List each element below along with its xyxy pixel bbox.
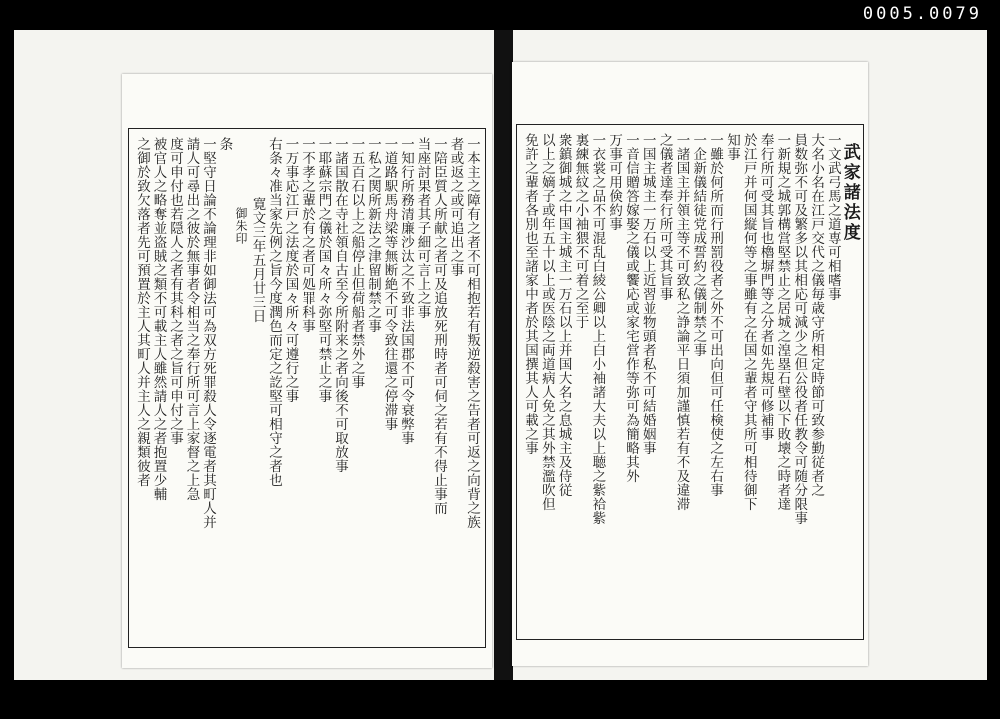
left-page-text-frame xyxy=(128,128,486,648)
text-column: 以上之嫡子或年五十以上或医陰之両道病人免之其外禁濫吹但 xyxy=(538,133,555,511)
book-gutter xyxy=(494,30,513,680)
text-column: 一企新儀結徒党成誓約之儀制禁之事 xyxy=(690,133,707,357)
text-column: 一万事応江戸之法度於国々所々可遵行之事 xyxy=(282,137,299,403)
text-column: 免許之輩者各別也至諸家中者於其国撰其人可載之事 xyxy=(522,133,538,455)
left-page xyxy=(122,74,492,668)
text-column: 員数弥不可及繁多以其相応可減少之但公役者任教令可随分限事 xyxy=(791,133,808,525)
text-column: 右条々准当家先例之旨今度潤色而定之訖堅可相守之者也 xyxy=(266,137,282,487)
text-column: 一耶蘇宗門之儀於国々所々弥堅可禁止之事 xyxy=(315,137,332,403)
text-column: 者或返之或可追出之事 xyxy=(447,137,464,277)
text-column: 寛文三年五月廿三日 xyxy=(249,197,266,323)
text-column: 裏練無紋之小袖猥不可着之至于 xyxy=(572,133,589,329)
text-column: 一不孝之輩於有之者可処罪科事 xyxy=(299,137,315,333)
text-column: 大名小名在江戸交代之儀毎歳守所相定時節可致参勤従者之 xyxy=(808,133,825,497)
text-column: 一衣裳之品不可混乱白綾公卿以上白小袖諸大夫以上聴之紫袷紫 xyxy=(589,133,606,525)
right-page-text-frame xyxy=(516,124,864,640)
text-column: 被官人之略奪並盗賊之類不可載主人雖然請人之者抱置少輔 xyxy=(150,137,167,501)
text-column: 一本主之障有之者不可相抱若有叛逆殺害之告者可返之向背之族 xyxy=(464,137,480,529)
text-column: 奉行所可受其旨也櫓塀門等之分者如先規可修補事 xyxy=(757,133,774,441)
text-column: 之儀者達奉行所可受其旨事 xyxy=(656,133,673,301)
text-column: 度可申付也若隠人之者有其科之者之旨可申付之事 xyxy=(167,137,183,445)
text-column: 一国主城主一万石以上近習並物頭者私不可結婚姻事 xyxy=(639,133,656,455)
left-page-columns xyxy=(135,137,479,639)
text-column: 一諸国主并領主等不可致私之諍論平日須加謹慎若有不及違滞 xyxy=(673,133,690,511)
document-title: 武家諸法度 xyxy=(839,143,860,243)
text-column: 之御於致欠落者先可預置於主人其町人并主人之親類彼者 xyxy=(134,137,150,487)
text-column: 一音信贈答嫁娶之儀或饗応或家宅営作等弥可為簡略其外 xyxy=(622,133,639,483)
right-page-columns xyxy=(522,133,860,631)
text-column: 一新規之城郭構営堅禁止之居城之湟塁石壁以下敗壊之時者達 xyxy=(774,133,791,511)
text-column: 条 xyxy=(216,137,233,151)
text-column: 万事可用倹約事 xyxy=(606,133,623,231)
text-column: 一私之関所新法之津留制禁之事 xyxy=(365,137,381,333)
text-column: 知事 xyxy=(723,133,740,161)
film-frame-number: 0005.0079 xyxy=(862,4,982,24)
text-column: 当座討果者其子細可言上之事 xyxy=(414,137,431,319)
text-column: 一陪臣質人所献之者可及追放死刑時者可伺之若有不得止事而 xyxy=(431,137,447,515)
text-column: 一文武弓馬之道専可相嗜事 xyxy=(824,133,841,301)
text-column: 於江戸并何国縦何等之事雖有之在国之輩者守其所可相待御下 xyxy=(740,133,757,511)
text-column: 一堅守日論不論理非如御法可為双方死罪殺人令逐電者其町人并 xyxy=(200,137,216,529)
text-column: 一諸国散在寺社領自古至今所附来之者向後不可取放事 xyxy=(332,137,348,473)
text-column: 一道路駅馬舟梁等無断絶不可令致往還之停滞事 xyxy=(381,137,398,431)
text-column: 御朱印 xyxy=(234,207,248,245)
right-page xyxy=(512,62,868,666)
text-column: 一五百石以上之船停止但荷船者禁外之事 xyxy=(348,137,365,389)
text-column: 一知行所務清廉沙汰之不致非法国郡不可令衰弊事 xyxy=(398,137,414,445)
text-column: 一雖於何所而行刑罰役者之外不可出向但可任検使之左右事 xyxy=(707,133,724,497)
text-column: 衆鎮御城之中国主城主一万石以上并国大名之息城主及侍従 xyxy=(555,133,572,497)
text-column: 請人可尋出之彼於無事者令相当之奉行所可言上家督之上急 xyxy=(183,137,200,501)
